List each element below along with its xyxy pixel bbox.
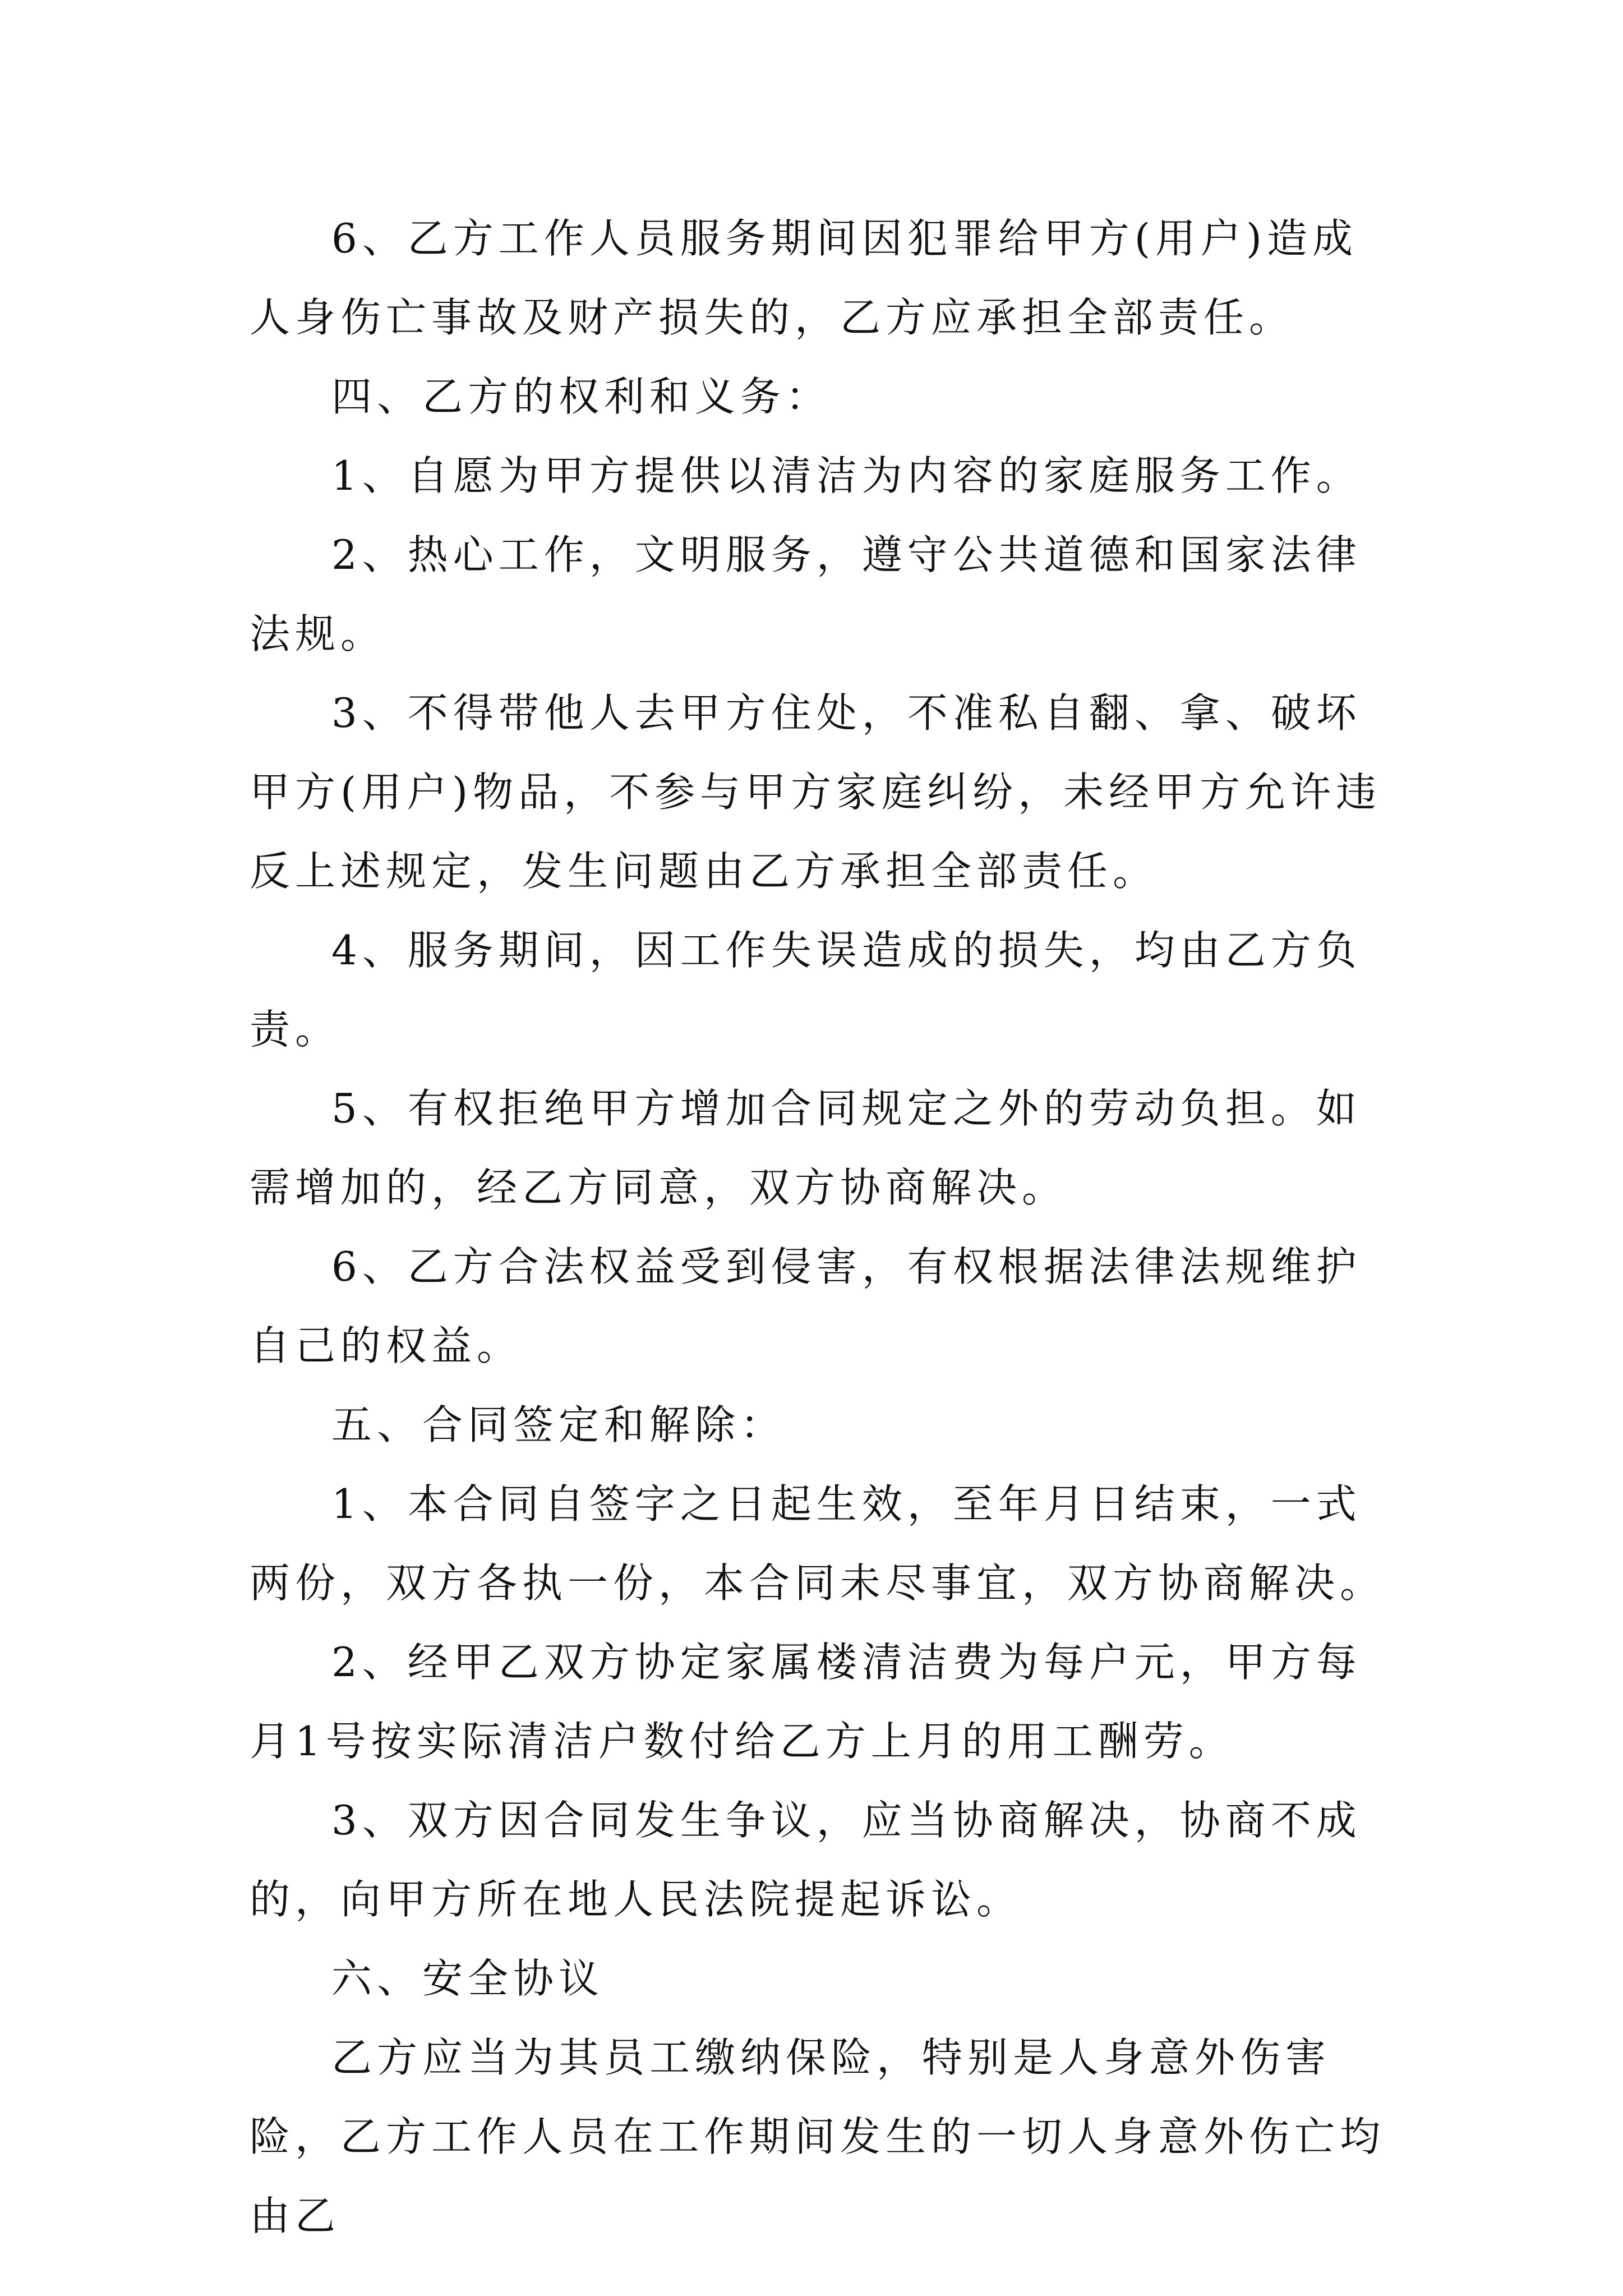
paragraph-clause-4-2: 2、热心工作，文明服务，遵守公共道德和国家法律法规。	[250, 531, 1362, 657]
paragraph-clause-5-1: 1、本合同自签字之日起生效，至年月日结束，一式两份，双方各执一份，本合同未尽事宜，双方协商解决。	[250, 1480, 1386, 1607]
paragraph-clause-5-2: 2、经甲乙双方协定家属楼清洁费为每户元，甲方每月1号按实际清洁户数付给乙方上月的用工酬劳。	[250, 1639, 1362, 1765]
section-heading-5: 五、合同签定和解除：	[331, 1401, 786, 1448]
section-heading-6: 六、安全协议	[331, 1955, 605, 2002]
paragraph-clause-4-3: 3、不得带他人去甲方住处，不准私自翻、拿、破坏甲方(用户)物品，不参与甲方家庭纠纷，未经甲方允许违反上述规定，发生问题由乙方承担全部责任。	[250, 689, 1382, 895]
paragraph-clause-5-3: 3、双方因合同发生争议，应当协商解决，协商不成的，向甲方所在地人民法院提起诉讼。	[250, 1797, 1362, 1923]
section-heading-4: 四、乙方的权利和义务：	[331, 373, 832, 420]
paragraph-clause-4-5: 5、有权拒绝甲方增加合同规定之外的劳动负担。如需增加的，经乙方同意，双方协商解决。	[250, 1085, 1362, 1211]
paragraph-clause-4-6: 6、乙方合法权益受到侵害，有权根据法律法规维护自己的权益。	[250, 1243, 1362, 1369]
paragraph-safety-agreement: 乙方应当为其员工缴纳保险，特别是人身意外伤害险，乙方工作人员在工作期间发生的一切人身意外伤亡均由乙	[250, 2034, 1386, 2239]
paragraph-clause-4-4: 4、服务期间，因工作失误造成的损失，均由乙方负责。	[250, 927, 1362, 1053]
contract-text	[250, 199, 1396, 2256]
paragraph-clause-3-6: 6、乙方工作人员服务期间因犯罪给甲方(用户)造成人身伤亡事故及财产损失的，乙方应承担全部责任。	[250, 215, 1358, 341]
paragraph-clause-4-1: 1、自愿为甲方提供以清洁为内容的家庭服务工作。	[331, 452, 1362, 499]
